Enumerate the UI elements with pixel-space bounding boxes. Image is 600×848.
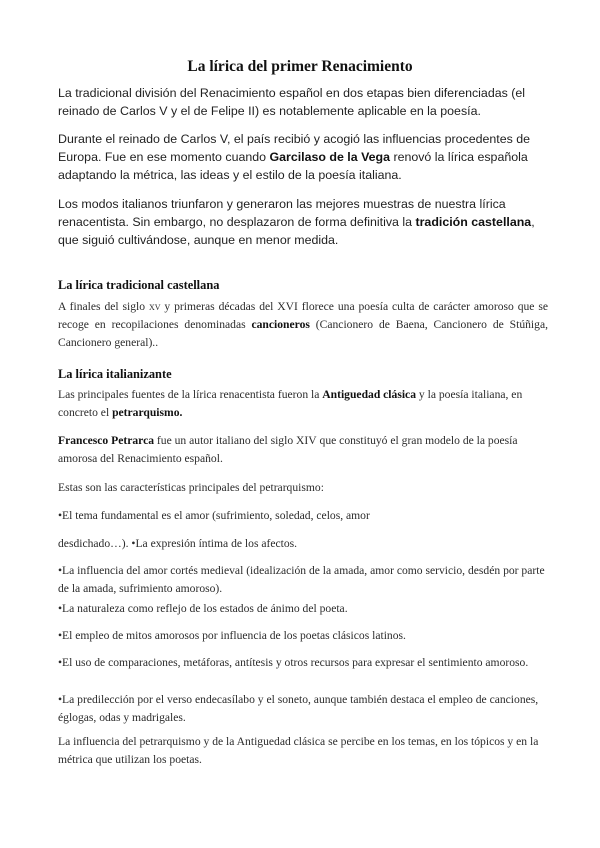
bullet-mitos: •El empleo de mitos amorosos por influencia de los poetas clásicos latinos.	[58, 629, 406, 642]
petrarquismo-bold: petrarquismo.	[112, 406, 183, 419]
s2-p2-text-b: que constituyó el gran modelo de la poesía amorosa del Renacimiento español.	[58, 434, 518, 465]
intro-p3-text-b: , que siguió cultivándose, aunque en menor medida.	[58, 215, 535, 247]
closing-paragraph: La influencia del petrarquismo y de la Antiguedad clásica se percibe en los temas, en los tópicos y en la métrica que utilizan los poetas.	[58, 735, 539, 766]
s1-century-xvi: XVI	[277, 300, 298, 313]
intro-paragraph-1: La tradicional división del Renacimiento español en dos etapas bien diferenciadas (el reinado de Carlos V y el de Felipe II) es notablemente aplicable en la poesía.	[58, 86, 526, 118]
section-heading-tradicional: La lírica tradicional castellana	[58, 278, 220, 292]
antiguedad-clasica-bold: Antiguedad clásica	[322, 388, 417, 401]
page-title: La lírica del primer Renacimiento	[187, 58, 413, 75]
tradicion-castellana-bold: tradición castellana	[415, 215, 532, 229]
intro-p2-text-b: renovó la lírica española adaptando la métrica, las ideas y el estilo de la poesía italiana.	[58, 150, 528, 182]
s2-century-xiv: XIV	[296, 434, 317, 447]
bullet-amor-cortes: •La influencia del amor cortés medieval (idealización de la amada, amor como servicio, desdén por parte de la amada, sufrimiento amoroso).	[58, 564, 545, 595]
s1-text-b: y primeras décadas del	[160, 300, 278, 313]
intro-p3-text-a: Los modos italianos triunfaron y generaron las mejores muestras de nuestra lírica renacentista. Sin embargo, no desplazaron de forma definitiva la	[58, 197, 506, 229]
s1-text-a: A finales del siglo	[58, 300, 149, 313]
intro-paragraph-2	[58, 130, 548, 184]
s1-text-d: (Cancionero de Baena, Cancionero de Stúñiga, Cancionero general)..	[58, 318, 548, 349]
s2-p1-text-a: Las principales fuentes de la lírica renacentista fueron la	[58, 388, 323, 401]
section1-paragraph	[58, 298, 548, 352]
characteristics-intro: Estas son las características principales del petrarquismo:	[58, 481, 324, 494]
intro-paragraph-3	[58, 195, 548, 249]
s2-p1-text-b: y la poesía italiana, en concreto el	[58, 388, 523, 419]
bullet-tema-amor: •El tema fundamental es el amor (sufrimiento, soledad, celos, amor	[58, 509, 370, 522]
bullet-recursos: •El uso de comparaciones, metáforas, antítesis y otros recursos para expresar el sentimiento amoroso.	[58, 656, 529, 669]
s1-century-xv: xv	[148, 300, 161, 313]
bullet-endecasilabo: •La predilección por el verso endecasílabo y el soneto, aunque también destaca el empleo de canciones, églogas, odas y madrigales.	[58, 693, 539, 724]
petrarca-bold: Francesco Petrarca	[58, 434, 155, 447]
section-heading-italianizante: La lírica italianizante	[58, 367, 172, 381]
intro-p2-text-a: Durante el reinado de Carlos V, el país recibió y acogió las influencias procedentes de Europa. Fue en ese momento cuando	[58, 132, 531, 164]
bullet-expresion-intima: desdichado…). •La expresión íntima de los afectos.	[58, 537, 298, 550]
s2-p2-text-a: fue un autor italiano del siglo	[154, 434, 297, 447]
garcilaso-bold: Garcilaso de la Vega	[269, 150, 390, 164]
cancioneros-bold: cancioneros	[251, 318, 310, 331]
s1-text-c: florece una poesía culta de carácter amoroso que se recoge en recopilaciones denominadas	[58, 300, 549, 331]
section2-paragraph-1	[58, 386, 548, 422]
bullet-naturaleza: •La naturaleza como reflejo de los estados de ánimo del poeta.	[58, 602, 348, 615]
section2-paragraph-2	[58, 432, 548, 468]
